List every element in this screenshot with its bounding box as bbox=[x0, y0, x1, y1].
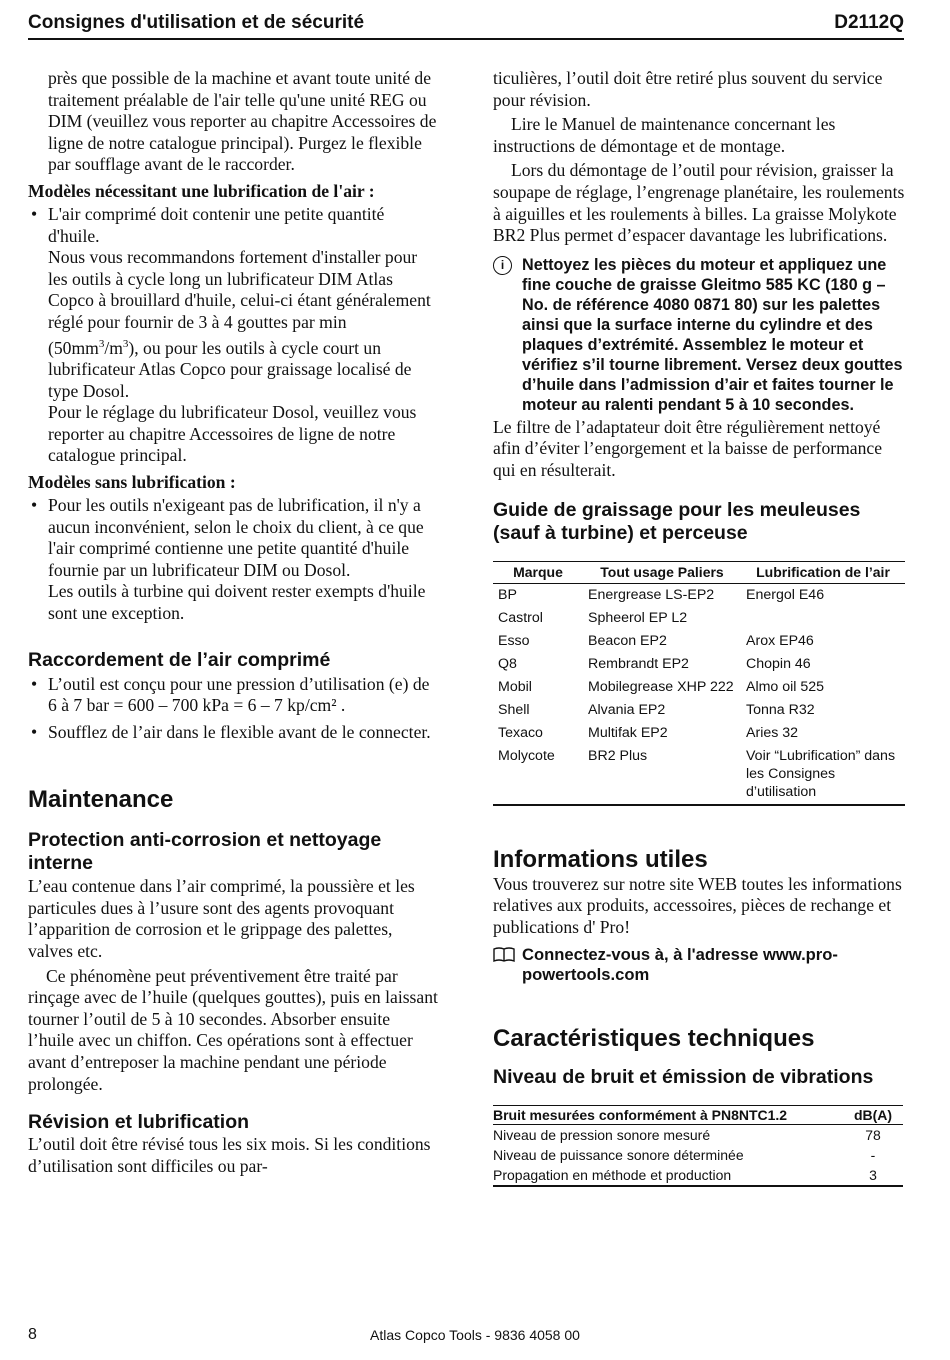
info-paragraph: Vous trouverez sur notre site WEB toutes les informations relatives aux produits, accessoires, pièces de rechange et publications d' Pro! bbox=[493, 873, 902, 937]
col-air-lubrication: Lubrification de l’air bbox=[741, 561, 905, 583]
table-row: Esso Beacon EP2 Arox EP46 bbox=[498, 632, 814, 649]
grease-guide-heading: Guide de graissage pour les meuleuses (sauf à turbine) et perceuse bbox=[493, 498, 861, 544]
lub-paragraph-2: Pour le réglage du lubrificateur Dosol, veuillez vous reporter au chapitre Accessoires de ligne de notre catalogue principal. bbox=[48, 402, 417, 466]
table-row: Castrol Spheerol EP L2 bbox=[498, 609, 688, 626]
filter-paragraph: Le filtre de l’adaptateur doit être régulièrement nettoyé afin d’éviter l’engorgement et la baisse de performance qui en résulterait. bbox=[493, 416, 883, 480]
table-row: Q8 Rembrandt EP2 Chopin 46 bbox=[498, 655, 811, 672]
website-link-text[interactable]: Connectez-vous à, à l'adresse www.pro-powertools.com bbox=[522, 945, 838, 985]
footer-reference: Atlas Copco Tools - 9836 4058 00 bbox=[370, 1327, 580, 1343]
air-bullet-1: • L’outil est conçu pour une pression d’utilisation (e) de 6 à 7 bar = 600 – 700 kPa = 6 – 7 kp/cm² . bbox=[31, 673, 430, 716]
bullet-dot: • bbox=[31, 721, 38, 742]
manual-paragraph: Lire le Manuel de maintenance concernant les instructions de démontage et de montage. bbox=[493, 114, 836, 156]
page-number: 8 bbox=[28, 1326, 37, 1343]
revision-heading: Révision et lubrification bbox=[28, 1111, 250, 1134]
table-row: BP Energrease LS-EP2 Energol E46 bbox=[498, 586, 825, 603]
air-heading: Raccordement de l’air comprimé bbox=[28, 648, 331, 671]
info-icon: i bbox=[493, 256, 512, 275]
table-row: Niveau de pression sonore mesuré 78 bbox=[493, 1127, 881, 1144]
header-title: Consignes d'utilisation et de sécurité bbox=[28, 12, 365, 33]
info-heading: Informations utiles bbox=[493, 845, 708, 873]
table-row: Molycote BR2 Plus Voir “Lubrification” dans les Consignes d’utilisation bbox=[498, 747, 896, 800]
table-row: Shell Alvania EP2 Tonna R32 bbox=[498, 701, 815, 718]
grease-paragraph: Lors du démontage de l’outil pour révision, graisser la soupape de réglage, l’engrenage planétaire, les roulements à aiguilles et les roulements à billes. La graisse Molykote BR2 Plus permet d’espacer davantage les lubrifications. bbox=[493, 160, 905, 246]
revision-paragraph: L’outil doit être révisé tous les six mois. Si les conditions d’utilisation sont difficiles ou par- bbox=[28, 1134, 431, 1176]
header-model: D2112Q bbox=[834, 12, 904, 33]
intro-paragraph: près que possible de la machine et avant toute unité de traitement préalable de l'air telle qu'une unité REG ou DIM (veuillez vous reporter au chapitre Accessoires de ligne de notre catalogue principal). Purgez le flexible par soufflage avant de le raccorder. bbox=[48, 68, 437, 175]
col-dba: dB(A) bbox=[843, 1106, 903, 1125]
lub-heading: Modèles nécessitant une lubrification de l'air : bbox=[28, 180, 375, 201]
col-brand: Marque bbox=[493, 561, 583, 583]
maintenance-heading: Maintenance bbox=[28, 786, 174, 814]
right-column bbox=[493, 68, 905, 1187]
bullet-dot: • bbox=[31, 203, 38, 224]
nolub-paragraph: Les outils à turbine qui doivent rester exempts d'huile sont une exception. bbox=[48, 581, 426, 623]
corrosion-heading: Protection anti-corrosion et nettoyage interne bbox=[28, 829, 382, 875]
tech-heading: Caractéristiques techniques bbox=[493, 1025, 815, 1053]
grease-table-header bbox=[493, 561, 905, 583]
col-bearings: Tout usage Paliers bbox=[583, 561, 741, 583]
page-header bbox=[28, 10, 904, 40]
corrosion-paragraph-1: L’eau contenue dans l’air comprimé, la poussière et les particules dues à l’usure sont des agents provoquant l’apparition de corrosion et le grippage des palettes, valves etc. bbox=[28, 876, 415, 962]
book-icon bbox=[493, 947, 515, 963]
table-row: Niveau de puissance sonore déterminée - bbox=[493, 1147, 876, 1164]
noise-table-header bbox=[493, 1106, 903, 1125]
col-measurement: Bruit mesurées conformément à PN8NTC1.2 bbox=[493, 1106, 843, 1125]
nolub-bullet: • Pour les outils n'exigeant pas de lubrification, il n'y a aucun inconvénient, selon le choix du client, à ce que l'air comprimé contienne une petite quantité d'huile fournie par un lubrificateur DIM ou Dosol. bbox=[31, 494, 424, 580]
corrosion-paragraph-2: Ce phénomène peut préventivement être traité par rinçage avec de l’huile (quelques gouttes), puis en laissant tourner l’outil de 5 à 10 secondes. Absorber ensuite l’huile avec un chiffon. Ces opérations sont à effectuer avant d’entreposer la machine pendant une période prolongée. bbox=[28, 965, 438, 1094]
left-column bbox=[28, 68, 440, 1177]
lub-paragraph-1: Nous vous recommandons fortement d'installer pour les outils à cycle long un lubrificateur DIM Atlas Copco à brouillard d'huile, celui-ci étant généralement réglé pour fournir de 3 à 4 gouttes par $\min (50mm^3/m^3)$, ou pour les outils à cycle court un lubrificateur Atlas Copco pour graissage localisé de type Dosol. bbox=[48, 247, 431, 401]
website-note bbox=[493, 945, 905, 985]
nolub-heading: Modèles sans lubrification : bbox=[28, 471, 236, 492]
lub-bullet: • L'air comprimé doit contenir une petite quantité d'huile. bbox=[31, 203, 385, 246]
table-row: Texaco Multifak EP2 Aries 32 bbox=[498, 724, 799, 741]
maintenance-note: i Nettoyez les pièces du moteur et appliquez une fine couche de graisse Gleitmo 585 KC (180 g – No. de référence 4080 0871 80) sur les palettes ainsi que la surface interne du cylindre et des plaques d’extrémité. Assemblez le moteur et vérifiez s’il tourne librement. Versez deux gouttes d’huile dans l’admission d’air et faites tourner le moteur au ralenti pendant 5 à 10 secondes. bbox=[493, 255, 905, 415]
bullet-dot: • bbox=[31, 494, 38, 515]
noise-table bbox=[493, 1105, 903, 1187]
table-row: Mobil Mobilegrease XHP 222 Almo oil 525 bbox=[498, 678, 825, 695]
revision-continued: ticulières, l’outil doit être retiré plus souvent du service pour révision. bbox=[493, 68, 883, 110]
bullet-dot: • bbox=[31, 673, 38, 694]
grease-table bbox=[493, 561, 905, 806]
table-row: Propagation en méthode et production 3 bbox=[493, 1167, 877, 1184]
noise-heading: Niveau de bruit et émission de vibrations bbox=[493, 1066, 874, 1089]
air-bullet-2: • Soufflez de l’air dans le flexible avant de le connecter. bbox=[31, 721, 431, 742]
